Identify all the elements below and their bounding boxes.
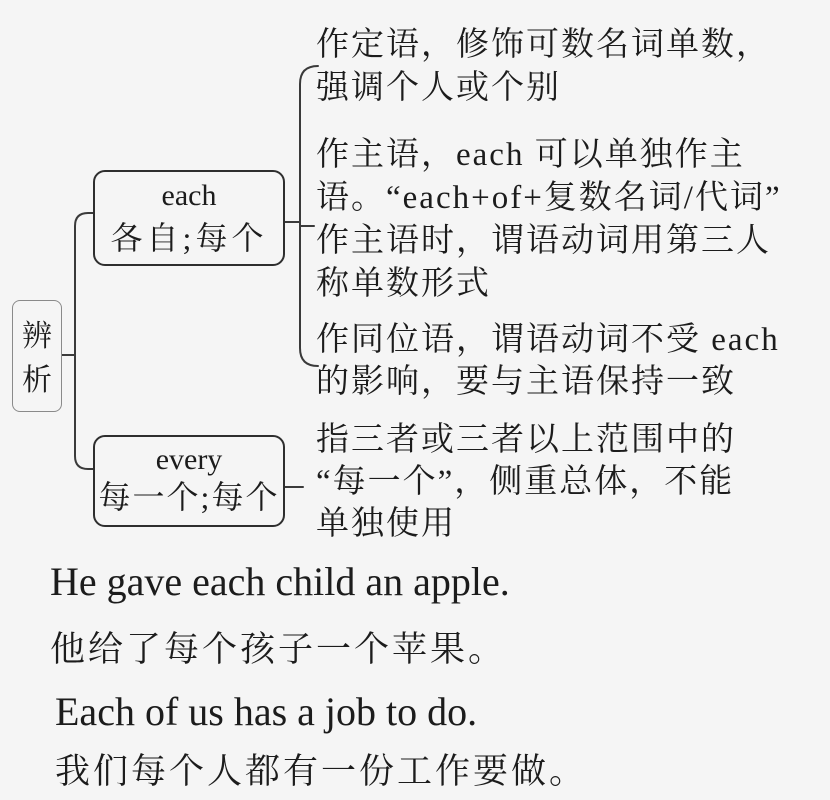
note-line: 作主语时，谓语动词用第三人	[316, 223, 771, 259]
every-node-box	[93, 435, 285, 527]
example-sentence-chinese: 我们每个人都有一份工作要做。	[55, 752, 588, 791]
example-sentence-chinese: 他给了每个孩子一个苹果。	[50, 630, 507, 669]
note-line: 作同位语，谓语动词不受 each	[316, 322, 780, 358]
root-bracket	[75, 213, 93, 469]
every-meaning: 每一个;每个	[98, 479, 280, 515]
each-note-attributive	[316, 24, 771, 110]
each-note-subject	[316, 134, 782, 306]
each-node-box	[93, 170, 285, 266]
note-line: 单独使用	[316, 506, 456, 542]
note-line: “每一个”，侧重总体，不能	[316, 464, 735, 500]
note-line: 指三者或三者以上范围中的	[316, 422, 736, 458]
note-line: 称单数形式	[316, 266, 491, 302]
note-line: 作主语，each 可以单独作主	[316, 137, 745, 173]
note-line: 强调个人或个别	[316, 70, 561, 106]
every-word: every	[155, 443, 223, 476]
root-node-label: 辨析	[22, 320, 52, 397]
each-note-appositive	[316, 319, 780, 403]
each-word: each	[161, 179, 217, 212]
note-line: 作定语，修饰可数名词单数，	[316, 27, 771, 63]
note-line: 语。“each+of+复数名词/代词”	[316, 180, 782, 216]
root-node-box	[12, 300, 62, 412]
example-sentence-english: He gave each child an apple.	[50, 559, 510, 604]
example-sentence-english: Each of us has a job to do.	[55, 689, 478, 734]
each-meaning: 各自;每个	[110, 220, 268, 256]
every-note-usage	[316, 419, 736, 545]
note-line: 的影响，要与主语保持一致	[316, 364, 736, 400]
